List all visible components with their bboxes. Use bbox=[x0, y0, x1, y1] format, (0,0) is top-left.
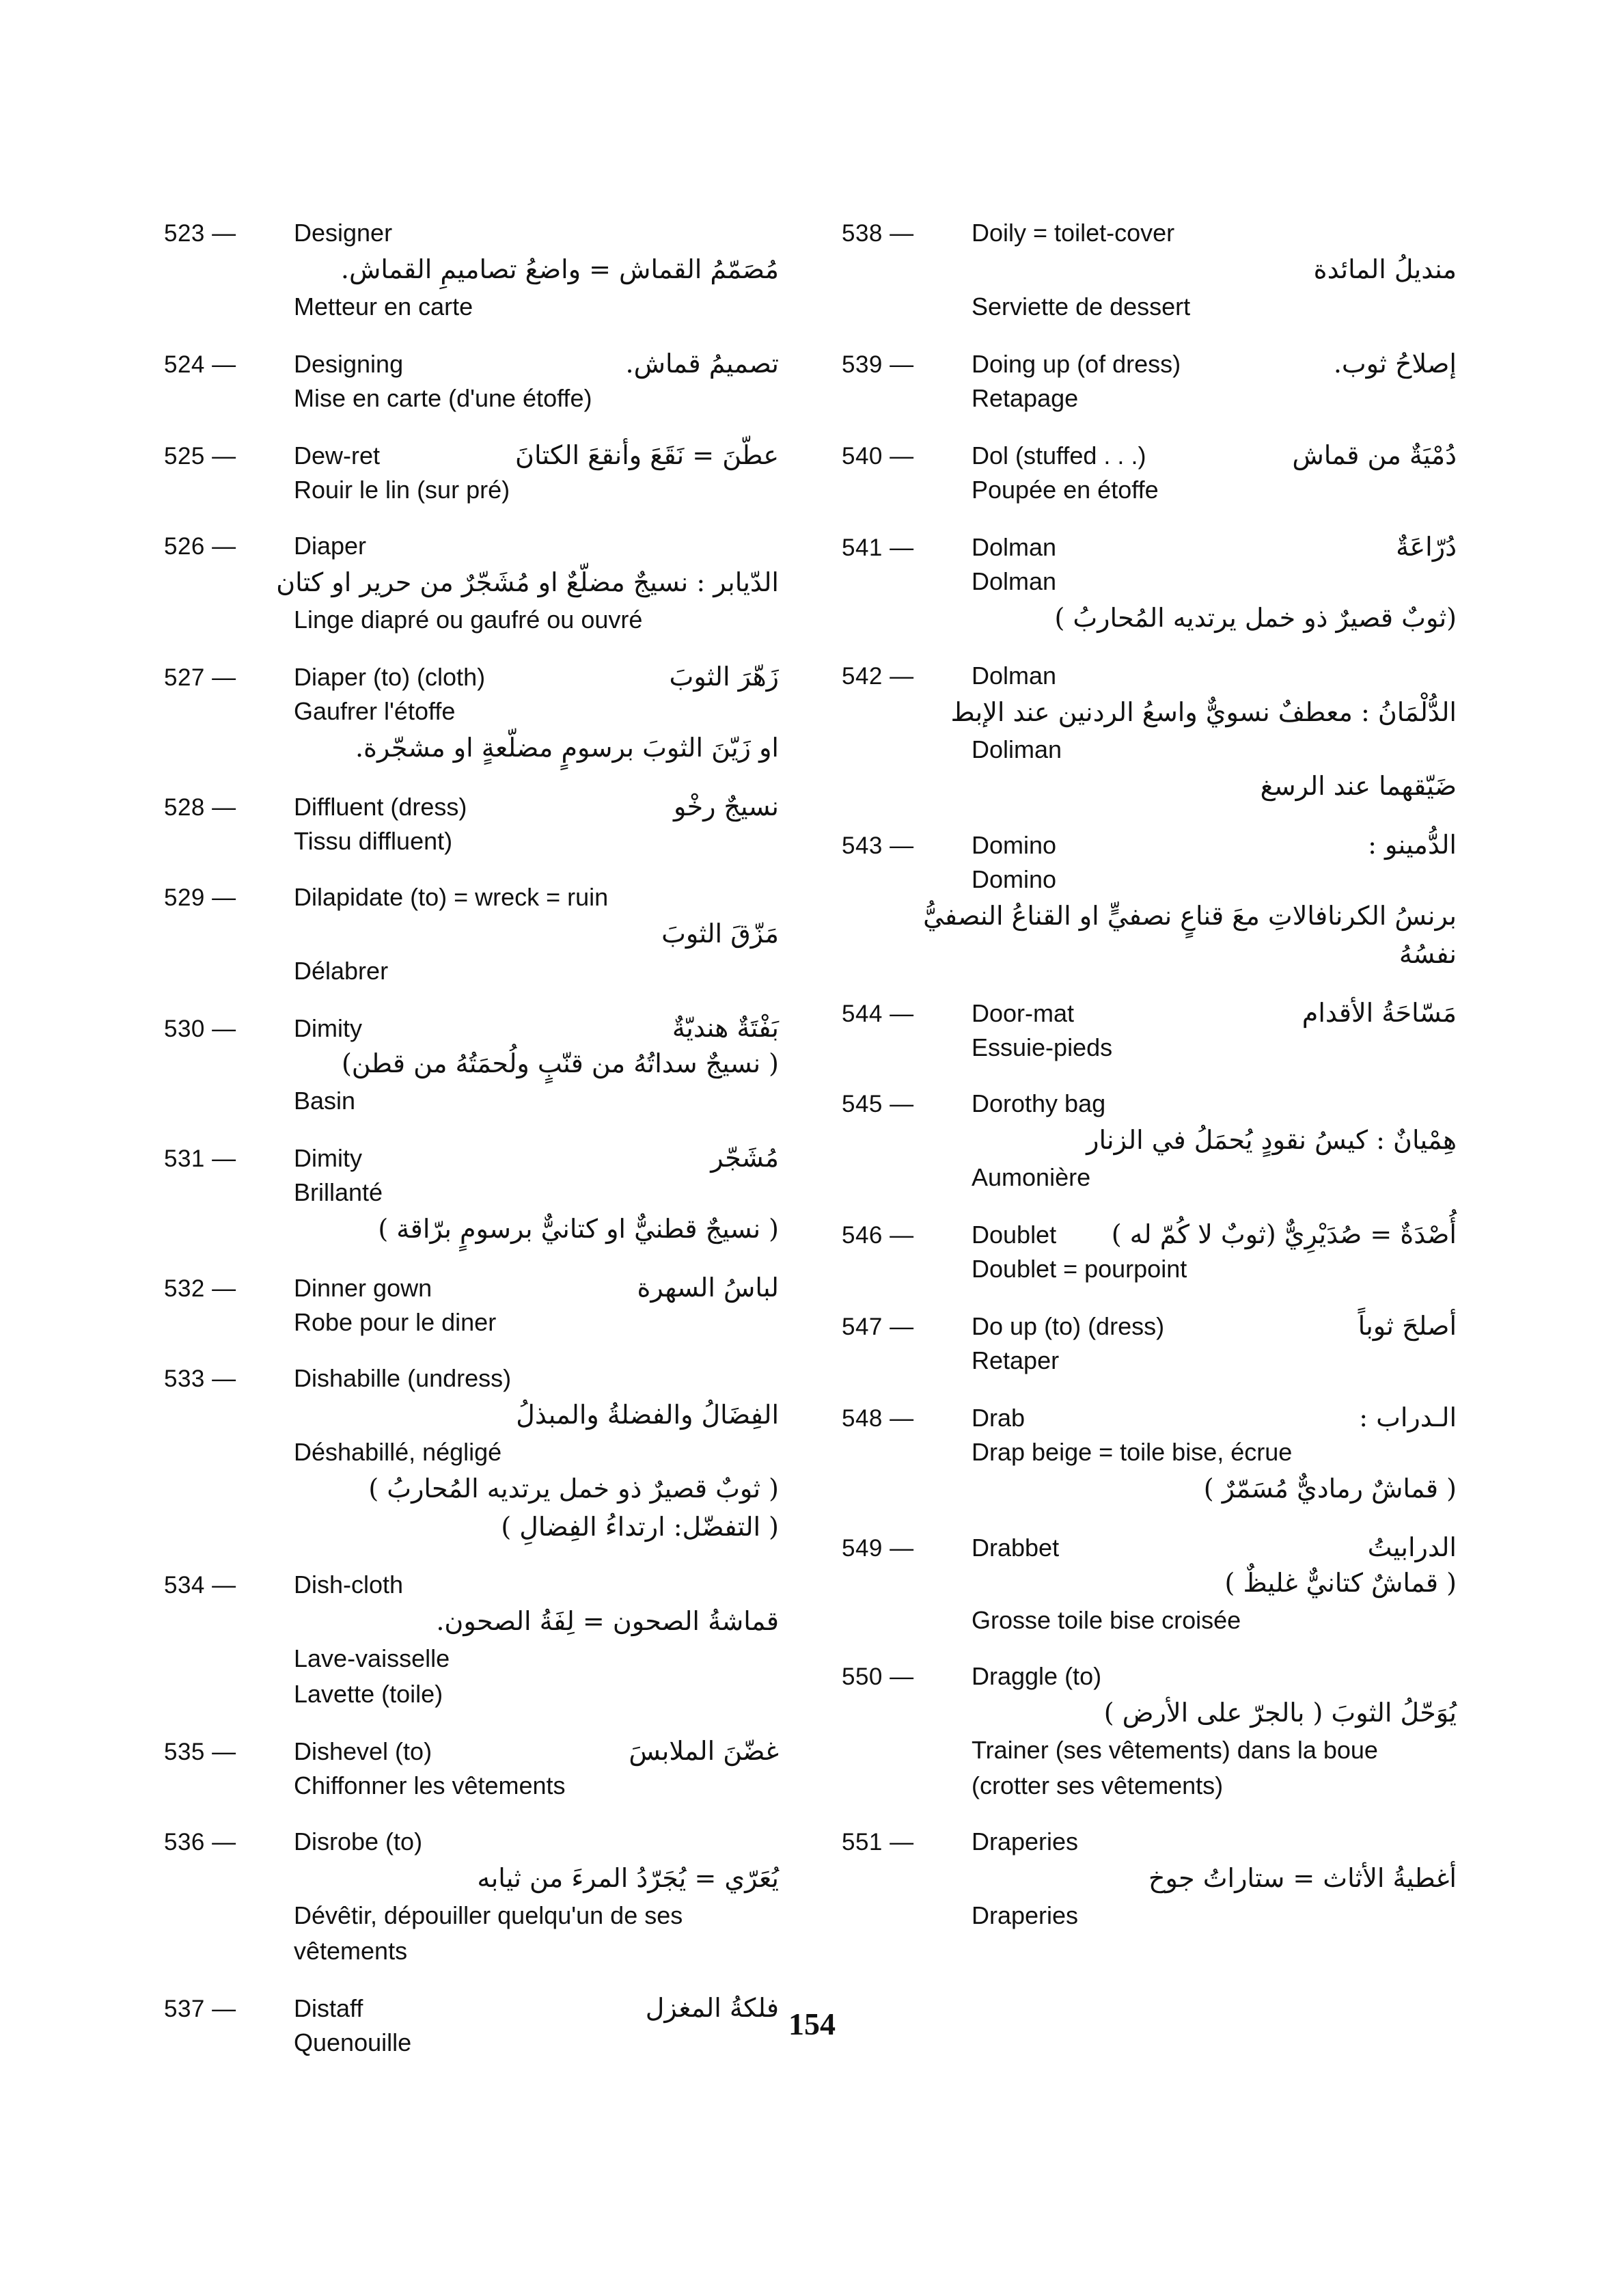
arabic-text: مَزّقَ الثوبَ bbox=[661, 919, 779, 949]
arabic-text: ( نسيجٌ سداتُهُ من قنّبٍ ولُحمَتُهُ من قطن) bbox=[341, 1048, 779, 1078]
arabic-text: الفِضَالُ والفضلةُ والمبذلُ bbox=[516, 1400, 779, 1430]
dictionary-entry bbox=[164, 1273, 779, 1344]
arabic-definition bbox=[842, 1698, 1457, 1736]
arabic-definition bbox=[164, 919, 779, 957]
arabic-text: يُوَحّلُ الثوبَ ( بالجرّ على الأرض ) bbox=[1103, 1698, 1457, 1728]
french-translation bbox=[842, 384, 1457, 420]
entry-number: 551 — bbox=[842, 1829, 914, 1855]
french-text: Trainer (ses vêtements) dans la boue bbox=[972, 1736, 1378, 1764]
arabic-definition bbox=[164, 1863, 779, 1901]
french-text: Tissu diffluent) bbox=[294, 827, 453, 855]
dictionary-entry bbox=[842, 1311, 1457, 1382]
dictionary-entry bbox=[164, 1364, 779, 1550]
english-term: Distaff bbox=[294, 1994, 363, 2022]
french-text: vêtements bbox=[294, 1937, 408, 1965]
dictionary-entry bbox=[164, 440, 779, 511]
english-term: Dish-cloth bbox=[294, 1571, 404, 1599]
english-term: Dorothy bag bbox=[972, 1089, 1106, 1117]
french-text: Délabrer bbox=[294, 957, 389, 985]
english-term: Designer bbox=[294, 219, 393, 247]
french-text: Robe pour le diner bbox=[294, 1308, 497, 1336]
entry-number: 523 — bbox=[164, 220, 236, 247]
entry-number: 539 — bbox=[842, 351, 914, 378]
entry-number: 537 — bbox=[164, 1996, 236, 2022]
dictionary-entry bbox=[164, 662, 779, 771]
french-translation bbox=[164, 1438, 779, 1473]
left-column bbox=[164, 219, 779, 2084]
french-translation bbox=[842, 1255, 1457, 1290]
english-term: Dolman bbox=[972, 533, 1057, 561]
english-term: Door-mat bbox=[972, 999, 1075, 1027]
french-text: Draperies bbox=[972, 1901, 1079, 1929]
dictionary-entry bbox=[842, 998, 1457, 1069]
entry-headline bbox=[164, 1273, 779, 1308]
english-term: Doublet bbox=[972, 1221, 1057, 1249]
arabic-definition bbox=[842, 1568, 1457, 1606]
entry-headline bbox=[842, 532, 1457, 567]
arabic-term: مَسّاحَةُ الأقدام bbox=[1302, 998, 1457, 1028]
dictionary-entry bbox=[842, 440, 1457, 511]
french-translation bbox=[164, 293, 779, 328]
dictionary-entry bbox=[842, 1089, 1457, 1199]
entry-headline bbox=[842, 1219, 1457, 1255]
english-term: Dishabille (undress) bbox=[294, 1364, 512, 1392]
entry-headline bbox=[842, 1402, 1457, 1438]
french-text: Brillanté bbox=[294, 1178, 383, 1206]
french-translation bbox=[164, 1680, 779, 1715]
entry-headline bbox=[842, 1311, 1457, 1346]
entry-number: 548 — bbox=[842, 1405, 914, 1432]
french-text: Linge diapré ou gaufré ou ouvré bbox=[294, 606, 643, 634]
english-term: Designing bbox=[294, 350, 404, 378]
entry-number: 549 — bbox=[842, 1535, 914, 1562]
arabic-term: بَفْتَةٌ هنديّةٌ bbox=[672, 1013, 779, 1043]
french-text: Gaufrer l'étoffe bbox=[294, 697, 456, 725]
entry-number: 544 — bbox=[842, 1001, 914, 1027]
french-translation bbox=[164, 1087, 779, 1122]
french-translation bbox=[842, 1606, 1457, 1642]
dictionary-entry bbox=[164, 1571, 779, 1715]
dictionary-entry bbox=[164, 349, 779, 420]
arabic-definition bbox=[842, 939, 1457, 977]
french-translation bbox=[842, 735, 1457, 771]
entry-headline bbox=[842, 998, 1457, 1033]
dictionary-entry bbox=[164, 1827, 779, 1972]
entry-headline bbox=[164, 662, 779, 697]
entry-headline bbox=[164, 219, 779, 254]
arabic-term: الدُّمينو : bbox=[1368, 830, 1457, 860]
arabic-text: (ثوبٌ قصيرٌ ذو خمل يرتديه المُحاربُ ) bbox=[1054, 603, 1457, 633]
arabic-text: ( التفضّل: ارتداءُ الفِضالِ ) bbox=[501, 1512, 779, 1542]
entry-number: 526 — bbox=[164, 533, 236, 560]
english-term: Dilapidate (to) = wreck = ruin bbox=[294, 883, 609, 911]
french-translation bbox=[164, 476, 779, 511]
entry-headline bbox=[164, 791, 779, 827]
arabic-definition bbox=[842, 771, 1457, 809]
english-term: Disrobe (to) bbox=[294, 1827, 423, 1855]
entry-headline bbox=[842, 1662, 1457, 1698]
arabic-term: إصلاحُ ثوب. bbox=[1333, 349, 1457, 379]
english-term: Dinner gown bbox=[294, 1274, 432, 1302]
french-translation bbox=[842, 865, 1457, 901]
english-term: Diffluent (dress) bbox=[294, 793, 467, 821]
arabic-term: أصلحَ ثوباً bbox=[1358, 1311, 1457, 1341]
entry-number: 546 — bbox=[842, 1222, 914, 1249]
entry-number: 527 — bbox=[164, 664, 236, 691]
arabic-text: نفسُهُ bbox=[1399, 939, 1457, 969]
arabic-text: مُصَمّمُ القماش = واضعُ تصاميمِ القماش. bbox=[340, 254, 779, 284]
entry-headline bbox=[842, 662, 1457, 697]
french-translation bbox=[164, 697, 779, 733]
entry-number: 530 — bbox=[164, 1016, 236, 1042]
arabic-definition bbox=[842, 1125, 1457, 1163]
french-text: Metteur en carte bbox=[294, 293, 473, 321]
entry-headline bbox=[842, 830, 1457, 865]
french-translation bbox=[164, 1937, 779, 1972]
entry-number: 528 — bbox=[164, 794, 236, 821]
arabic-definition bbox=[164, 254, 779, 293]
arabic-definition bbox=[842, 1473, 1457, 1512]
french-text: Domino bbox=[972, 865, 1057, 893]
arabic-text: ( نسيجٌ قطنيٌّ او كتانيٌّ برسومٍ برّاقة ) bbox=[378, 1214, 779, 1244]
entry-number: 532 — bbox=[164, 1275, 236, 1302]
french-text: Quenouille bbox=[294, 2028, 412, 2056]
french-text: Grosse toile bise croisée bbox=[972, 1606, 1241, 1634]
french-text: Lavette (toile) bbox=[294, 1680, 443, 1708]
arabic-term: أُصْدَةٌ = صُدَيْرِيٌّ (ثوبٌ لا كُمّ له ) bbox=[1111, 1219, 1457, 1249]
french-translation bbox=[842, 1901, 1457, 1937]
dictionary-entry bbox=[842, 219, 1457, 328]
arabic-definition bbox=[164, 567, 779, 606]
french-text: Chiffonner les vêtements bbox=[294, 1771, 566, 1799]
french-text: (crotter ses vêtements) bbox=[972, 1771, 1224, 1799]
english-term: Doing up (of dress) bbox=[972, 350, 1181, 378]
entry-headline bbox=[164, 349, 779, 384]
english-term: Dolman bbox=[972, 662, 1057, 690]
entry-number: 541 — bbox=[842, 534, 914, 561]
french-translation bbox=[164, 1178, 779, 1214]
arabic-term: دُرّاعَةٌ bbox=[1396, 532, 1457, 562]
french-text: Retaper bbox=[972, 1346, 1060, 1374]
arabic-term: عطّنَ = نَقَعَ وأنقعَ الكتانَ bbox=[515, 440, 779, 470]
entry-headline bbox=[164, 1364, 779, 1400]
entry-number: 540 — bbox=[842, 443, 914, 470]
entry-number: 535 — bbox=[164, 1739, 236, 1765]
arabic-term: مُشَجّر bbox=[711, 1143, 779, 1173]
english-term: Do up (to) (dress) bbox=[972, 1312, 1165, 1340]
entry-headline bbox=[164, 440, 779, 476]
dictionary-entry bbox=[164, 883, 779, 992]
arabic-definition bbox=[842, 1863, 1457, 1901]
french-text: Déshabillé, négligé bbox=[294, 1438, 502, 1466]
english-term: Doily = toilet-cover bbox=[972, 219, 1175, 247]
french-translation bbox=[842, 1033, 1457, 1069]
french-text: Mise en carte (d'une étoffe) bbox=[294, 384, 592, 412]
french-text: Poupée en étoffe bbox=[972, 476, 1159, 504]
arabic-text: الدُّلْمَانُ : معطفٌ نسويٌّ واسعُ الردنين عند الإبط bbox=[950, 697, 1457, 727]
entry-number: 536 — bbox=[164, 1829, 236, 1855]
french-text: Lave-vaisselle bbox=[294, 1644, 450, 1672]
entry-headline bbox=[164, 1736, 779, 1771]
entry-headline bbox=[842, 1827, 1457, 1863]
entry-number: 542 — bbox=[842, 663, 914, 690]
page-number: 154 bbox=[788, 2007, 836, 2041]
french-translation bbox=[164, 1644, 779, 1680]
english-term: Dimity bbox=[294, 1014, 362, 1042]
dictionary-entry bbox=[842, 1662, 1457, 1807]
entry-number: 534 — bbox=[164, 1572, 236, 1599]
arabic-definition bbox=[842, 603, 1457, 641]
french-translation bbox=[842, 567, 1457, 603]
entry-number: 538 — bbox=[842, 220, 914, 247]
french-text: Retapage bbox=[972, 384, 1079, 412]
french-translation bbox=[842, 1736, 1457, 1771]
arabic-definition bbox=[842, 901, 1457, 939]
arabic-text: هِمْيانٌ : كيسُ نقودٍ يُحمَلُ في الزنار bbox=[1086, 1125, 1457, 1155]
entry-number: 531 — bbox=[164, 1145, 236, 1172]
french-translation bbox=[164, 384, 779, 420]
french-text: Doublet = pourpoint bbox=[972, 1255, 1187, 1283]
dictionary-entry bbox=[842, 1532, 1457, 1642]
arabic-definition bbox=[164, 1606, 779, 1644]
dictionary-entry bbox=[842, 830, 1457, 977]
french-text: Drap beige = toile bise, écrue bbox=[972, 1438, 1293, 1466]
english-term: Draggle (to) bbox=[972, 1662, 1102, 1690]
entry-headline bbox=[842, 219, 1457, 254]
dictionary-entry bbox=[842, 1219, 1457, 1290]
entry-number: 547 — bbox=[842, 1314, 914, 1340]
entry-headline bbox=[164, 1571, 779, 1606]
dictionary-entry bbox=[164, 1143, 779, 1252]
arabic-term: دُمْيَةٌ من قماش bbox=[1292, 440, 1457, 470]
french-translation bbox=[164, 827, 779, 862]
french-translation bbox=[164, 1901, 779, 1937]
english-term: Diaper bbox=[294, 532, 367, 560]
arabic-term: نسيجٌ رخْو bbox=[673, 791, 779, 821]
english-term: Diaper (to) (cloth) bbox=[294, 663, 486, 691]
arabic-text: برنسُ الكرنافالاتِ معَ قناعٍ نصفيٍّ او القناعُ النصفيُّ bbox=[923, 901, 1457, 931]
english-term: Drab bbox=[972, 1404, 1026, 1432]
dictionary-entry bbox=[842, 1827, 1457, 1937]
entry-number: 550 — bbox=[842, 1663, 914, 1690]
entry-headline bbox=[164, 883, 779, 919]
arabic-text: أغطيةُ الأثاث = ستاراتُ جوخ bbox=[1148, 1863, 1457, 1893]
dictionary-entry bbox=[842, 662, 1457, 809]
entry-headline bbox=[842, 349, 1457, 384]
french-text: Essuie-pieds bbox=[972, 1033, 1113, 1061]
entry-number: 524 — bbox=[164, 351, 236, 378]
french-translation bbox=[842, 293, 1457, 328]
arabic-term: لباسُ السهرة bbox=[637, 1273, 779, 1303]
arabic-text: منديلُ المائدة bbox=[1313, 254, 1457, 284]
right-column bbox=[842, 219, 1457, 1957]
arabic-term: الـدراب : bbox=[1359, 1402, 1457, 1432]
english-term: Dew-ret bbox=[294, 441, 381, 470]
entry-number: 545 — bbox=[842, 1091, 914, 1117]
french-translation bbox=[842, 1163, 1457, 1199]
english-term: Draperies bbox=[972, 1827, 1079, 1855]
arabic-term: فلكةُ المغزل bbox=[645, 1993, 779, 2023]
entry-headline bbox=[164, 1013, 779, 1048]
french-translation bbox=[842, 1438, 1457, 1473]
french-text: Serviette de dessert bbox=[972, 293, 1191, 321]
arabic-definition bbox=[164, 1473, 779, 1512]
french-translation bbox=[164, 606, 779, 641]
entry-number: 533 — bbox=[164, 1365, 236, 1392]
arabic-term: زَهّرَ الثوبَ bbox=[669, 662, 779, 692]
french-text: Rouir le lin (sur pré) bbox=[294, 476, 510, 504]
dictionary-entry bbox=[164, 1736, 779, 1807]
arabic-definition bbox=[164, 1400, 779, 1438]
entry-headline bbox=[164, 532, 779, 567]
english-term: Drabbet bbox=[972, 1534, 1060, 1562]
arabic-text: يُعَرّي = يُجَرّدُ المرءَ من ثيابه bbox=[477, 1863, 779, 1893]
entry-headline bbox=[842, 440, 1457, 476]
french-text: Dévêtir, dépouiller quelqu'un de ses bbox=[294, 1901, 683, 1929]
english-term: Dishevel (to) bbox=[294, 1737, 432, 1765]
entry-headline bbox=[164, 1827, 779, 1863]
arabic-definition bbox=[164, 733, 779, 771]
english-term: Domino bbox=[972, 831, 1057, 859]
arabic-term: تصميمُ قماش. bbox=[625, 349, 779, 379]
french-text: Aumonière bbox=[972, 1163, 1091, 1191]
dictionary-entry bbox=[164, 1013, 779, 1122]
arabic-text: ( قماشٌ رماديٌّ مُسَمّرٌ ) bbox=[1203, 1473, 1457, 1504]
entry-headline bbox=[164, 1143, 779, 1178]
arabic-text: قماشةُ الصحون = لِفَةُ الصحون. bbox=[436, 1606, 779, 1636]
arabic-definition bbox=[842, 697, 1457, 735]
dictionary-entry bbox=[842, 532, 1457, 641]
french-text: Basin bbox=[294, 1087, 356, 1115]
french-text: Dolman bbox=[972, 567, 1057, 595]
entry-headline bbox=[842, 1089, 1457, 1125]
french-translation bbox=[842, 1346, 1457, 1382]
arabic-term: غضّنَ الملابسَ bbox=[629, 1736, 779, 1766]
dictionary-entry bbox=[164, 219, 779, 328]
french-translation bbox=[164, 957, 779, 992]
dictionary-entry bbox=[164, 791, 779, 862]
entry-number: 543 — bbox=[842, 832, 914, 859]
arabic-text: او زَيّنَ الثوبَ برسومٍ مضلّعةٍ او مشجّرة. bbox=[355, 733, 779, 763]
french-translation bbox=[164, 1308, 779, 1344]
french-text: Doliman bbox=[972, 735, 1062, 763]
arabic-text: ضَيّقهما عند الرسغ bbox=[1260, 771, 1457, 801]
arabic-definition bbox=[164, 1214, 779, 1252]
arabic-definition bbox=[842, 254, 1457, 293]
arabic-text: الدّيابر : نسيجٌ مضلّعٌ او مُشَجّرٌ من حرير او كتان bbox=[276, 567, 779, 597]
arabic-text: ( ثوبٌ قصيرٌ ذو خمل يرتديه المُحاربُ ) bbox=[368, 1473, 779, 1504]
english-term: Dimity bbox=[294, 1144, 362, 1172]
arabic-term: الدرابيتُ bbox=[1367, 1532, 1457, 1562]
entry-headline bbox=[842, 1532, 1457, 1568]
arabic-definition bbox=[164, 1512, 779, 1550]
arabic-definition bbox=[164, 1048, 779, 1087]
french-translation bbox=[164, 1771, 779, 1807]
entry-number: 529 — bbox=[164, 884, 236, 911]
entry-number: 525 — bbox=[164, 443, 236, 470]
english-term: Dol (stuffed . . .) bbox=[972, 441, 1146, 470]
dictionary-entry bbox=[842, 1402, 1457, 1512]
dictionary-entry bbox=[842, 349, 1457, 420]
arabic-text: ( قماشٌ كتانيٌّ غليظٌ ) bbox=[1224, 1568, 1457, 1598]
french-translation bbox=[842, 476, 1457, 511]
french-translation bbox=[842, 1771, 1457, 1807]
dictionary-entry bbox=[164, 532, 779, 641]
